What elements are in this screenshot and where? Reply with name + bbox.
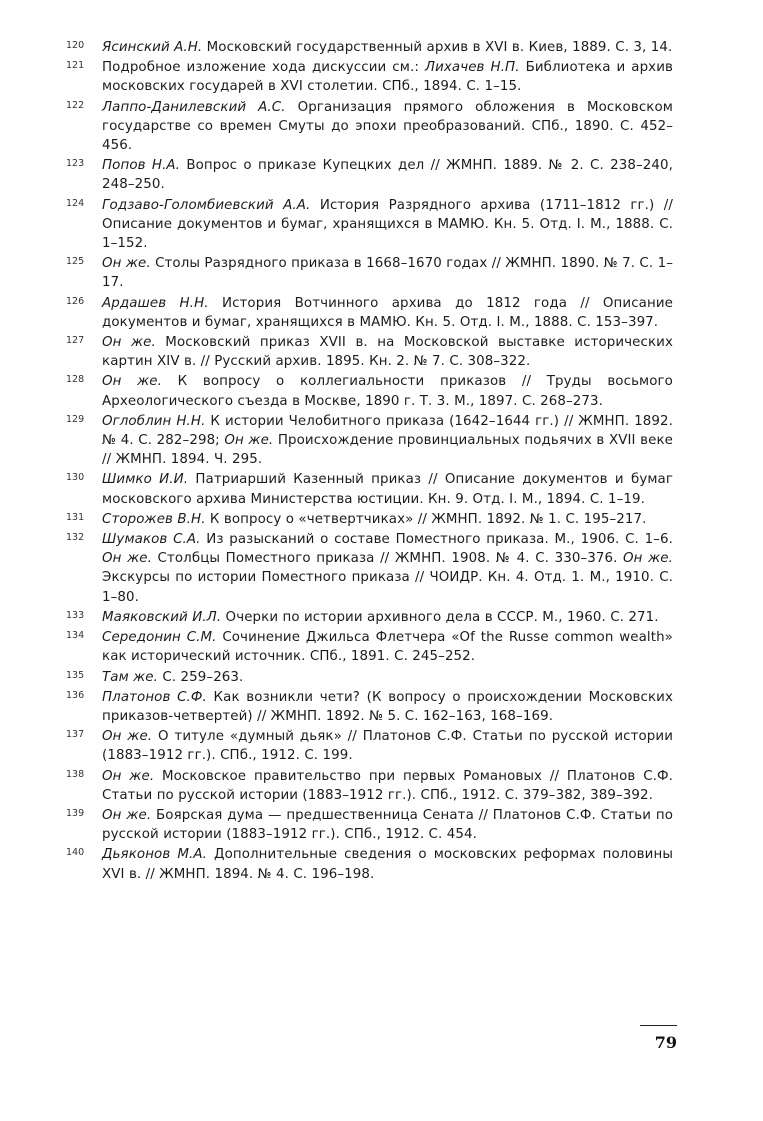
endnote-text bbox=[102, 470, 673, 508]
endnote-author: Оглоблин Н.Н. bbox=[102, 413, 206, 429]
endnote bbox=[66, 294, 673, 332]
endnote bbox=[66, 727, 673, 765]
endnote-text bbox=[102, 608, 673, 627]
endnote-number: 132 bbox=[66, 532, 85, 544]
endnote-citation: Московское правительство при первых Романовых // Платонов С.Ф. Статьи по русской истории (1883–1912 гг.). СПб., 1912. С. 379–382, 389–392. bbox=[102, 768, 673, 803]
endnote-author: Он же. bbox=[102, 768, 155, 784]
endnote-author: Ясинский А.Н. bbox=[102, 40, 203, 55]
endnote-number: 125 bbox=[66, 256, 85, 268]
endnote-citation: Дополнительные сведения о московских реформах половины XVI в. // ЖМНП. 1894. № 4. С. 196–198. bbox=[102, 847, 674, 882]
endnote bbox=[66, 470, 673, 508]
endnote-text bbox=[102, 294, 673, 332]
endnote-number: 121 bbox=[66, 60, 85, 72]
endnote-number: 129 bbox=[66, 413, 85, 425]
endnote-author: Годзаво-Голомбиевский А.А. bbox=[102, 197, 311, 213]
endnote-author: Маяковский И.Л. bbox=[102, 609, 222, 625]
endnote bbox=[66, 372, 673, 410]
endnote-author: Он же. bbox=[102, 551, 152, 567]
endnote-text bbox=[102, 38, 673, 57]
endnote-citation: История Разрядного архива (1711–1812 гг.) // Описание документов и бумаг, хранящихся в МАМЮ. Кн. 5. Отд. I. М., 1888. С. 1–152. bbox=[102, 197, 674, 252]
endnote bbox=[66, 668, 673, 687]
endnote-text bbox=[102, 668, 673, 687]
endnote-citation: Очерки по истории архивного дела в СССР. М., 1960. С. 271. bbox=[221, 609, 659, 625]
endnote-text bbox=[102, 510, 673, 529]
endnote-author: Он же. bbox=[102, 729, 153, 745]
endnote-text bbox=[102, 727, 673, 765]
endnote-citation: К истории Челобитного приказа (1642–1644 гг.) // ЖМНП. 1892. № 4. С. 282–298; bbox=[102, 413, 673, 449]
endnote-text bbox=[102, 333, 673, 371]
endnote-citation: О титуле «думный дьяк» // Платонов С.Ф. Статьи по русской истории (1883–1912 гг.). СПб., 1912. С. 199. bbox=[102, 729, 673, 764]
endnote-text bbox=[102, 196, 673, 254]
endnote-citation: Из разысканий о составе Поместного приказа. М., 1906. С. 1–6. bbox=[200, 532, 673, 548]
endnote-number: 139 bbox=[66, 807, 85, 819]
endnote-citation: Столбцы Поместного приказа // ЖМНП. 1908. № 4. С. 330–376. bbox=[151, 551, 624, 567]
endnote-number: 136 bbox=[66, 689, 85, 701]
endnote-citation: Как возникли чети? (К вопросу о происхождении Московских приказов-четвертей) // ЖМНП. 1892. № 5. С. 162–163, 168–169. bbox=[102, 689, 673, 724]
endnote bbox=[66, 58, 673, 96]
endnote-text bbox=[102, 412, 673, 470]
endnote bbox=[66, 806, 673, 844]
endnote-text bbox=[102, 372, 673, 410]
endnote-number: 124 bbox=[66, 197, 85, 209]
endnote-citation: С. 259–263. bbox=[158, 669, 244, 685]
endnote-author: Там же. bbox=[102, 669, 159, 685]
page-number: 79 bbox=[654, 1033, 677, 1052]
endnote-author: Он же. bbox=[623, 551, 673, 567]
endnote-citation: Происхождение провинциальных подьячих в XVII веке // ЖМНП. 1894. Ч. 295. bbox=[102, 433, 674, 468]
endnote-author: Платонов С.Ф. bbox=[102, 689, 207, 705]
endnote bbox=[66, 333, 673, 371]
endnote-number: 126 bbox=[66, 295, 85, 307]
endnote bbox=[66, 767, 673, 805]
endnote-number: 134 bbox=[66, 630, 85, 642]
endnote-number: 135 bbox=[66, 669, 85, 681]
endnotes-list bbox=[0, 38, 763, 885]
endnote-text bbox=[102, 156, 673, 194]
endnote-author: Середонин С.М. bbox=[102, 630, 217, 646]
endnote-number: 123 bbox=[66, 158, 85, 170]
endnote-author: Дьяконов М.А. bbox=[102, 847, 207, 863]
endnote-number: 120 bbox=[66, 40, 85, 51]
endnote bbox=[66, 688, 673, 726]
endnote-citation: К вопросу о коллегиальности приказов // Труды восьмого Археологического съезда в Москве, 1890 г. Т. 3. М., 1897. С. 268–273. bbox=[102, 374, 673, 409]
endnote bbox=[66, 156, 673, 194]
endnote-citation: Экскурсы по истории Поместного приказа // ЧОИДР. Кн. 4. Отд. 1. М., 1910. С. 1–80. bbox=[102, 570, 673, 605]
endnote-citation: Библиотека и архив московских государей в XVI столетии. СПб., 1894. С. 1–15. bbox=[102, 60, 673, 95]
endnote-author: Сторожев В.Н. bbox=[102, 511, 206, 527]
endnote-number: 130 bbox=[66, 472, 85, 484]
endnote-author: Попов Н.А. bbox=[102, 158, 181, 174]
endnote-number: 122 bbox=[66, 99, 85, 111]
endnote-citation: Московский государственный архив в XVI в. Киев, 1889. С. 3, 14. bbox=[202, 40, 673, 55]
endnote-author: Он же. bbox=[102, 807, 152, 823]
endnote-author: Он же. bbox=[102, 256, 151, 272]
endnote-citation: Боярская дума — предшественница Сената // Платонов С.Ф. Статьи по русской истории (1883–1912 гг.). СПб., 1912. С. 454. bbox=[102, 807, 673, 843]
endnote-citation: История Вотчинного архива до 1812 года // Описание документов и бумаг, хранящихся в МАМЮ. Кн. 5. Отд. I. М., 1888. С. 153–397. bbox=[102, 295, 673, 330]
endnote-number: 133 bbox=[66, 609, 85, 621]
endnote bbox=[66, 510, 673, 529]
endnote-author: Он же. bbox=[102, 335, 156, 351]
endnote-author: Шимко И.И. bbox=[102, 472, 189, 488]
endnote-number: 128 bbox=[66, 374, 85, 386]
endnote bbox=[66, 98, 673, 156]
endnote-citation: Подробное изложение хода дискуссии см.: bbox=[102, 60, 425, 76]
endnote bbox=[66, 608, 673, 627]
endnote-author: Ардашев Н.Н. bbox=[102, 295, 209, 311]
endnote bbox=[66, 845, 674, 883]
endnote-number: 140 bbox=[66, 847, 85, 859]
endnote-number: 131 bbox=[66, 511, 85, 523]
endnote-text bbox=[102, 806, 673, 844]
endnote-citation: Вопрос о приказе Купецких дел // ЖМНП. 1889. № 2. С. 238–240, 248–250. bbox=[102, 158, 673, 193]
endnote-author: Лаппо-Данилевский А.С. bbox=[102, 99, 286, 115]
endnote-text bbox=[102, 530, 673, 607]
endnote bbox=[66, 196, 674, 254]
endnote-text bbox=[102, 628, 673, 666]
endnote-number: 138 bbox=[66, 768, 85, 780]
endnote-number: 137 bbox=[66, 729, 85, 741]
endnote-citation: Столы Разрядного приказа в 1668–1670 годах // ЖМНП. 1890. № 7. С. 1–17. bbox=[102, 256, 674, 291]
endnote-number: 127 bbox=[66, 335, 85, 347]
endnote-citation: Организация прямого обложения в Московском государстве со времен Смуты до эпохи преобразований. СПб., 1890. С. 452–456. bbox=[102, 99, 673, 154]
endnote-text bbox=[102, 845, 673, 883]
endnote bbox=[66, 628, 673, 666]
endnote-author: Лихачев Н.П. bbox=[424, 60, 520, 76]
folio-rule bbox=[640, 1025, 677, 1026]
endnote-text bbox=[102, 98, 673, 156]
endnote-citation: Патриарший Казенный приказ // Описание документов и бумаг московского архива Министерства юстиции. Кн. 9. Отд. I. М., 1894. С. 1–19. bbox=[102, 472, 673, 507]
endnote bbox=[66, 38, 673, 57]
endnote-text bbox=[102, 688, 673, 726]
endnote bbox=[66, 412, 674, 470]
endnote bbox=[66, 254, 674, 292]
endnote-text bbox=[102, 58, 673, 96]
endnote-citation: К вопросу о «четвертчиках» // ЖМНП. 1892. № 1. С. 195–217. bbox=[205, 511, 647, 527]
endnote-citation: Сочинение Джильса Флетчера «Of the Russe common wealth» как исторический источник. СПб., 1891. С. 245–252. bbox=[102, 630, 673, 665]
endnote-author: Шумаков С.А. bbox=[102, 532, 201, 548]
endnote bbox=[66, 530, 673, 607]
endnote-author: Он же. bbox=[102, 374, 162, 390]
endnote-text bbox=[102, 767, 673, 805]
endnote-author: Он же. bbox=[224, 433, 274, 449]
endnote-text bbox=[102, 254, 673, 292]
endnote-citation: Московский приказ XVII в. на Московской выставке исторических картин XIV в. // Русский архив. 1895. Кн. 2. № 7. С. 308–322. bbox=[102, 335, 673, 370]
